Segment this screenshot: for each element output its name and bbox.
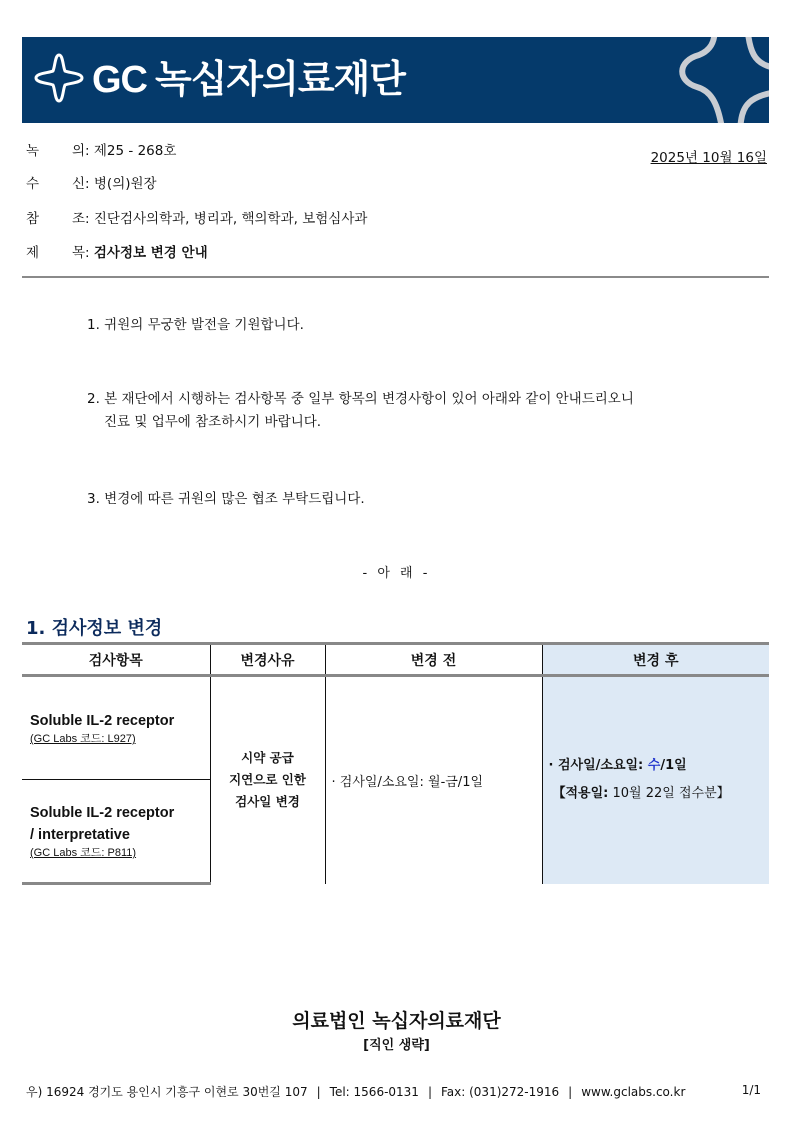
brand-name: 녹십자의료재단: [155, 57, 405, 101]
subject-row: [26, 244, 208, 262]
recipient-value: 병(의)원장: [93, 176, 157, 192]
recipient-label-2: 신:: [72, 176, 90, 192]
test-item-cell: [22, 780, 210, 884]
test-item-name: Soluble IL-2 receptor: [30, 713, 175, 729]
header-banner: [22, 37, 769, 123]
cc-value: 진단검사의학과, 병리과, 핵의학과, 보험심사과: [93, 211, 368, 227]
cross-star-decoration-icon: [659, 37, 769, 123]
apply-date: [549, 780, 770, 808]
after-schedule-day: 수: [647, 758, 661, 774]
paragraph-2-line-1: 2. 본 재단에서 시행하는 검사항목 중 일부 항목의 변경사항이 있어 아래와 같이 안내드리오니: [87, 391, 634, 407]
header-after: 변경 후: [542, 644, 769, 676]
footer-fax: Fax: (031)272-1916: [441, 1085, 560, 1099]
section-title: 1. 검사정보 변경: [26, 618, 163, 639]
brand-title: [92, 51, 405, 108]
footer-separator: |: [427, 1085, 432, 1099]
paragraph-1: 1. 귀원의 무궁한 발전을 기원합니다.: [87, 317, 304, 333]
header-test-item: 검사항목: [22, 644, 210, 676]
table-row: [22, 676, 769, 780]
table-header-row: [22, 644, 769, 676]
paragraph-2-line-2: 진료 및 업무에 참조하시기 바랍니다.: [104, 414, 322, 430]
reason-line: 검사일 변경: [235, 794, 300, 810]
reason-cell: [210, 676, 325, 884]
footer-tel: Tel: 1566-0131: [329, 1085, 419, 1099]
after-schedule: [549, 752, 770, 780]
footer-separator: |: [568, 1085, 573, 1099]
after-schedule-label: · 검사일/소요일:: [548, 758, 648, 774]
test-item-code: (GC Labs 코드: L927): [30, 733, 136, 745]
subject-label-1: 제: [26, 245, 40, 261]
cc-label-2: 조:: [72, 211, 90, 227]
header-reason: 변경사유: [210, 644, 325, 676]
test-item-code: (GC Labs 코드: P811): [30, 847, 137, 859]
reason-line: 시약 공급: [241, 750, 294, 766]
signature-seal-note: [직인 생략]: [363, 1038, 430, 1053]
doc-number-label-1: 녹: [26, 143, 40, 159]
apply-date-value: 10월 22일 접수분】: [608, 786, 730, 802]
doc-number-value: 제25 - 268호: [93, 143, 177, 159]
page-number: 1/1: [741, 1083, 761, 1097]
after-cell: [542, 676, 769, 884]
footer-separator: |: [316, 1085, 321, 1099]
below-label: - 아 래 -: [362, 566, 431, 581]
paragraph-3: 3. 변경에 따른 귀원의 많은 협조 부탁드립니다.: [87, 491, 365, 507]
before-cell: · 검사일/소요일: 월-금/1일: [325, 676, 542, 884]
header-divider: [22, 276, 769, 278]
cc-row: [26, 210, 367, 228]
paragraph-2: [87, 388, 634, 434]
footer-contact: [26, 1083, 685, 1100]
apply-date-label: 【적용일:: [552, 786, 609, 802]
recipient-label-1: 수: [26, 176, 40, 192]
changes-table: [22, 642, 769, 885]
test-item-cell: [22, 676, 210, 780]
document-date: 2025년 10월 16일: [650, 150, 767, 166]
after-schedule-suffix: /1일: [660, 758, 687, 774]
footer-website[interactable]: www.gclabs.co.kr: [581, 1085, 686, 1099]
cross-star-logo-icon: [32, 51, 86, 109]
footer-address: 우) 16924 경기도 용인시 기흥구 이현로 30번길 107: [26, 1085, 308, 1099]
reason-line: 지연으로 인한: [229, 772, 306, 788]
brand-gc: GC: [92, 59, 147, 101]
test-item-name-line-2: / interpretative: [30, 827, 130, 843]
header-before: 변경 전: [325, 644, 542, 676]
test-item-name: Soluble IL-2 receptor: [30, 805, 175, 821]
subject-value: 검사정보 변경 안내: [93, 245, 208, 261]
doc-number-row: [26, 142, 176, 160]
cc-label-1: 참: [26, 211, 40, 227]
recipient-row: [26, 175, 157, 193]
signature-organization: 의료법인 녹십자의료재단: [292, 1010, 501, 1032]
subject-label-2: 목:: [72, 245, 90, 261]
doc-number-label-2: 의:: [72, 143, 90, 159]
